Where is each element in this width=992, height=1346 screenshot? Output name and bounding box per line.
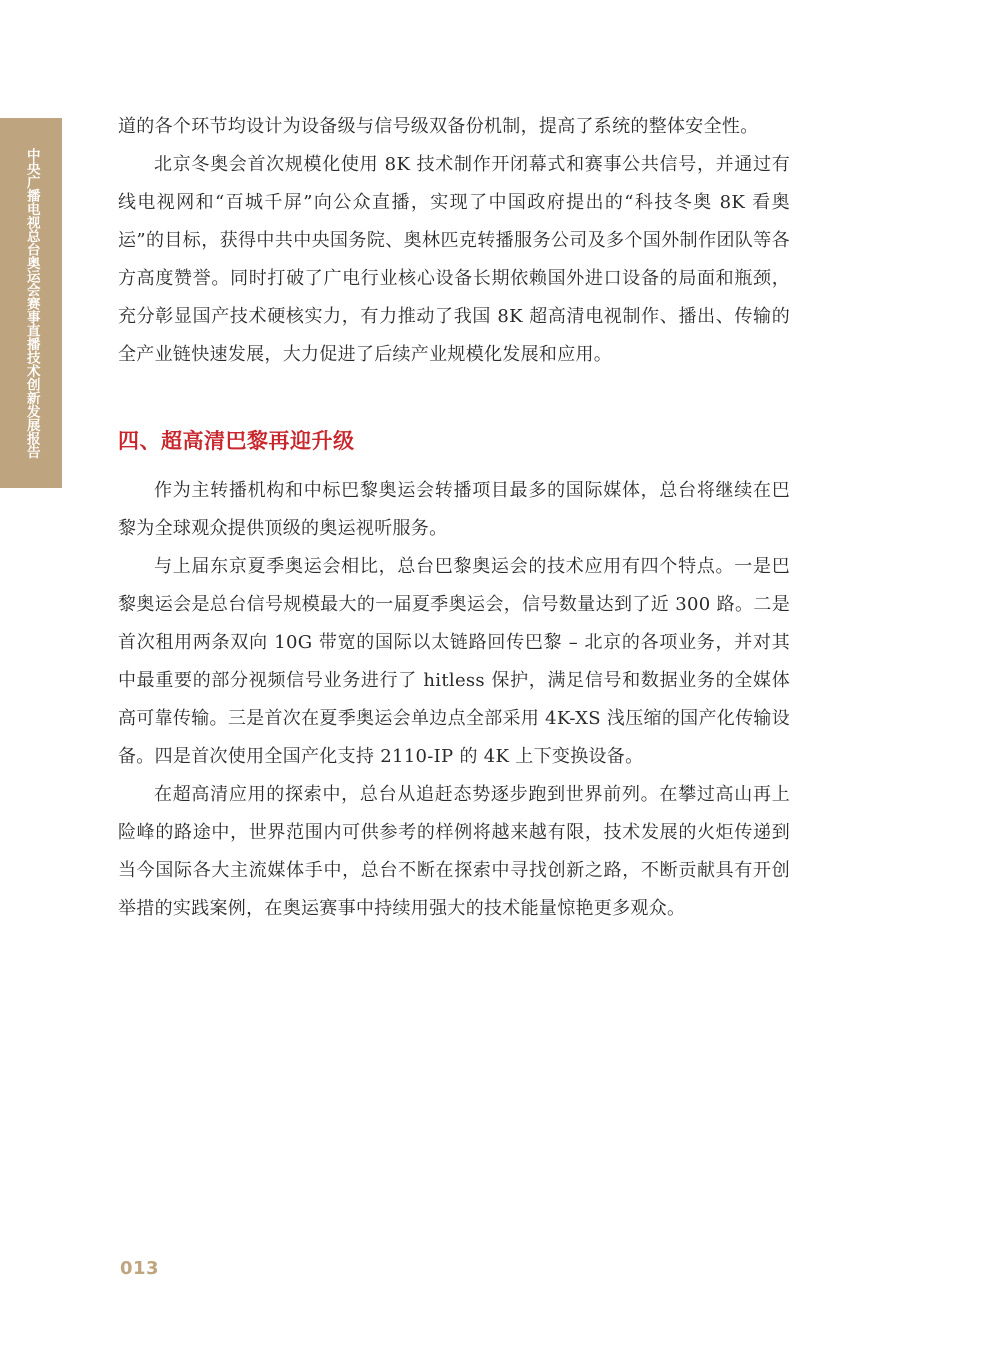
- paragraph-paris-intro: 作为主转播机构和中标巴黎奥运会转播项目最多的国际媒体，总台将继续在巴黎为全球观众提供顶级的奥运视听服务。: [118, 480, 790, 539]
- sidebar-report-title: 中央广播电视总台奥运会赛事直播技术创新发展报告: [23, 147, 40, 459]
- sidebar-tab: [0, 118, 62, 488]
- paragraph-beijing-8k: 北京冬奥会首次规模化使用 8K 技术制作开闭幕式和赛事公共信号，并通过有线电视网和“百城千屏”向公众直播，实现了中国政府提出的“科技冬奥 8K 看奥运”的目标，获得中共中央国务院、奥林匹克转播服务公司及多个国外制作团队等各方高度赞誉。同时打破了广电行业核心设备长期依赖国外进口设备的局面和瓶颈，充分彰显国产技术硬核实力，有力推动了我国 8K 超高清电视制作、播出、传输的全产业链快速发展，大力促进了后续产业规模化发展和应用。: [118, 154, 790, 365]
- paragraph-paris-features: 与上届东京夏季奥运会相比，总台巴黎奥运会的技术应用有四个特点。一是巴黎奥运会是总台信号规模最大的一届夏季奥运会，信号数量达到了近 300 路。二是首次租用两条双向 10G 带宽的国际以太链路回传巴黎 – 北京的各项业务，并对其中最重要的部分视频信号业务进行了 hitless 保护，满足信号和数据业务的全媒体高可靠传输。三是首次在夏季奥运会单边点全部采用 4K-XS 浅压缩的国产化传输设备。四是首次使用全国产化支持 2110-IP 的 4K 上下变换设备。: [118, 556, 790, 767]
- page-number: 013: [120, 1258, 160, 1279]
- paragraph-uhd-exploration: 在超高清应用的探索中，总台从追赶态势逐步跑到世界前列。在攀过高山再上险峰的路途中，世界范围内可供参考的样例将越来越有限，技术发展的火炬传递到当今国际各大主流媒体手中，总台不断在探索中寻找创新之路，不断贡献具有开创举措的实践案例，在奥运赛事中持续用强大的技术能量惊艳更多观众。: [118, 784, 790, 919]
- paragraph-continued: 道的各个环节均设计为设备级与信号级双备份机制，提高了系统的整体安全性。: [118, 116, 759, 137]
- section-heading: 四、超高清巴黎再迎升级: [118, 429, 355, 453]
- page-body: [118, 108, 790, 928]
